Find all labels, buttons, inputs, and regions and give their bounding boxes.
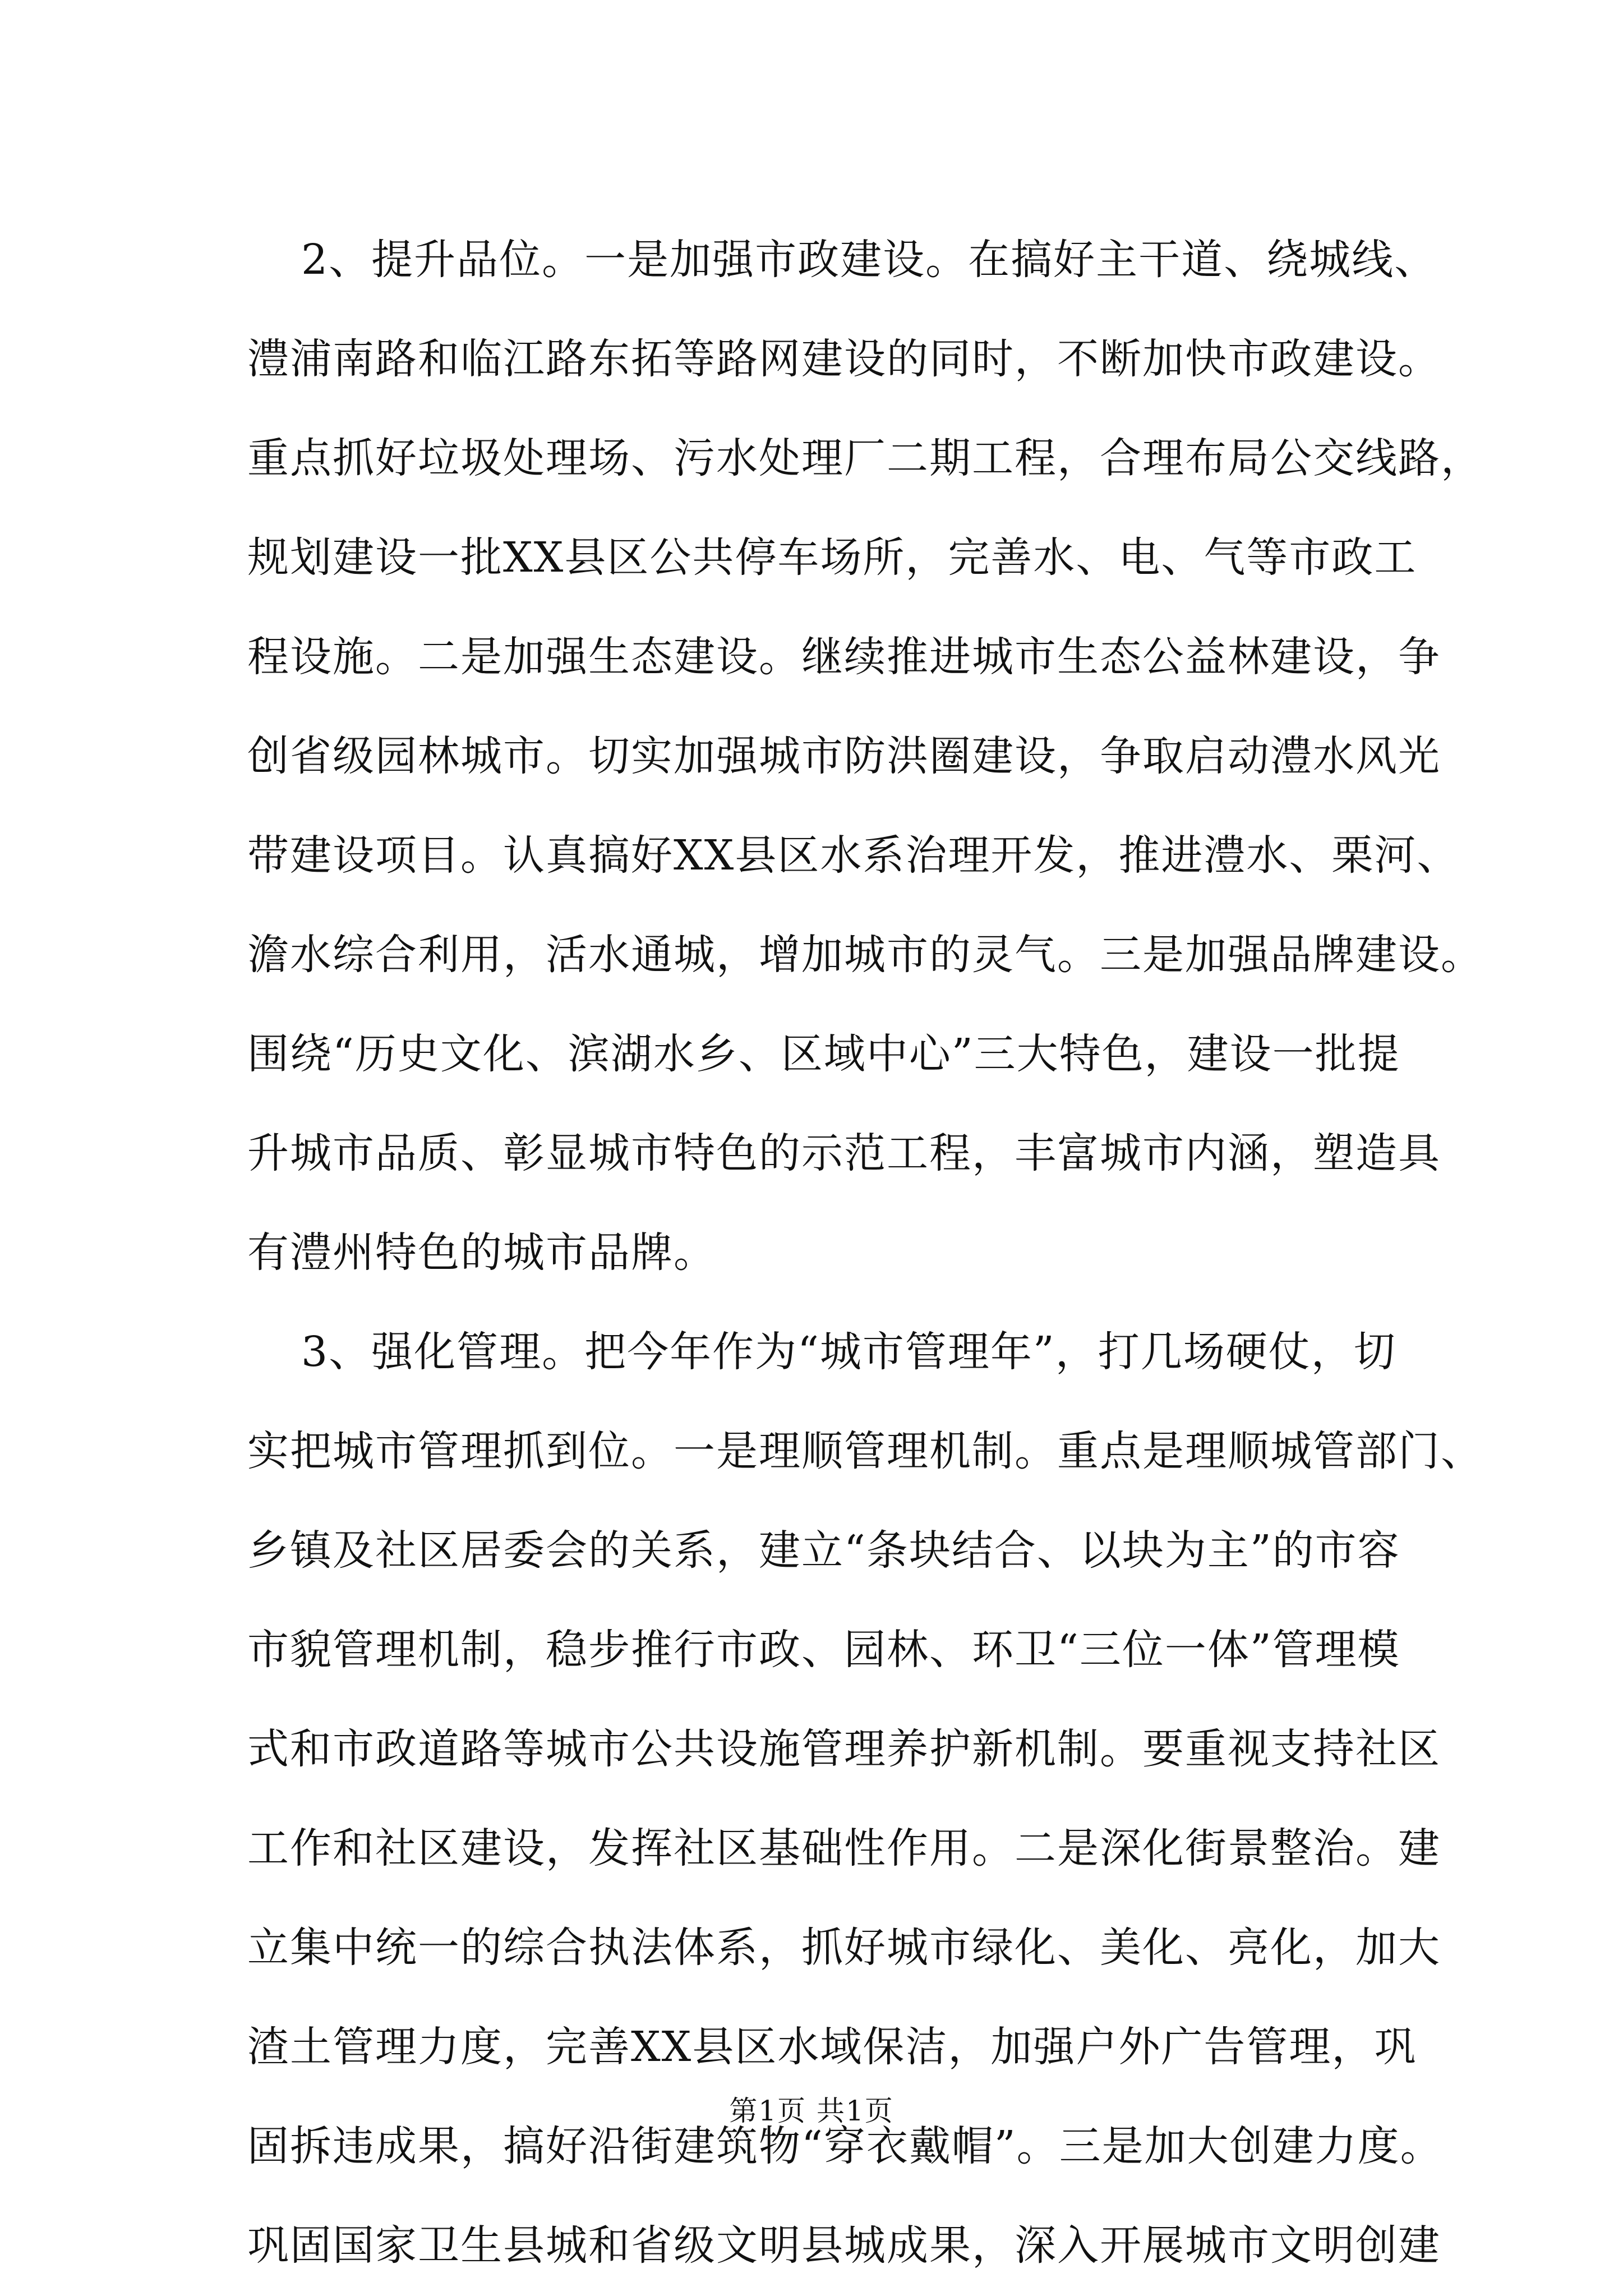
paragraph-2-line-3: 重点抓好垃圾处理场、污水处理厂二期工程，合理布局公交线路， <box>247 434 1483 482</box>
paragraph-2-line-9: 围绕“历史文化、滨湖水乡、区域中心”三大特色，建设一批提 <box>247 1030 1400 1078</box>
page-footer: 第1页 共1页 <box>729 2095 894 2127</box>
paragraph-2-line-7: 带建设项目。认真搞好XX县区水系治理开发，推进澧水、栗河、 <box>247 831 1460 880</box>
paragraph-3-line-5: 式和市政道路等城市公共设施管理养护新机制。要重视支持社区 <box>247 1725 1441 1773</box>
paragraph-2-line-11: 有澧州特色的城市品牌。 <box>247 1228 716 1277</box>
paragraph-3-line-1: 3、强化管理。把今年作为“城市管理年”，打几场硬仗，切 <box>301 1328 1396 1376</box>
paragraph-3-line-4: 市貌管理机制，稳步推行市政、园林、环卫“三位一体”管理模 <box>247 1626 1400 1674</box>
paragraph-3-line-6: 工作和社区建设，发挥社区基础性作用。二是深化街景整治。建 <box>247 1824 1441 1872</box>
paragraph-3-line-3: 乡镇及社区居委会的关系，建立“条块结合、以块为主”的市容 <box>247 1526 1400 1575</box>
paragraph-2-line-2: 澧浦南路和临江路东拓等路网建设的同时，不断加快市政建设。 <box>247 335 1441 383</box>
paragraph-3-line-7: 立集中统一的综合执法体系，抓好城市绿化、美化、亮化，加大 <box>247 1924 1441 1972</box>
document-body <box>247 210 1483 2295</box>
paragraph-3-line-8: 渣土管理力度，完善XX县区水域保洁，加强户外广告管理，巩 <box>247 2023 1417 2071</box>
paragraph-3-line-10: 巩固国家卫生县城和省级文明县城成果，深入开展城市文明创建 <box>247 2221 1441 2270</box>
paragraph-3-line-2: 实把城市管理抓到位。一是理顺管理机制。重点是理顺城管部门、 <box>247 1427 1483 1475</box>
paragraph-2-line-4: 规划建设一批XX县区公共停车场所，完善水、电、气等市政工 <box>247 533 1417 582</box>
paragraph-3-line-9: 固拆违成果，搞好沿街建筑物“穿衣戴帽”。三是加大创建力度。 <box>247 2122 1443 2170</box>
paragraph-2-line-8: 澹水综合利用，活水通城，增加城市的灵气。三是加强品牌建设。 <box>247 931 1483 979</box>
paragraph-2-line-10: 升城市品质、彰显城市特色的示范工程，丰富城市内涵，塑造具 <box>247 1129 1441 1177</box>
paragraph-2-line-1: 2、提升品位。一是加强市政建设。在搞好主干道、绕城线、 <box>301 236 1437 284</box>
paragraph-2-line-5: 程设施。二是加强生态建设。继续推进城市生态公益林建设，争 <box>247 633 1441 681</box>
paragraph-2-line-6: 创省级园林城市。切实加强城市防洪圈建设，争取启动澧水风光 <box>247 732 1441 780</box>
